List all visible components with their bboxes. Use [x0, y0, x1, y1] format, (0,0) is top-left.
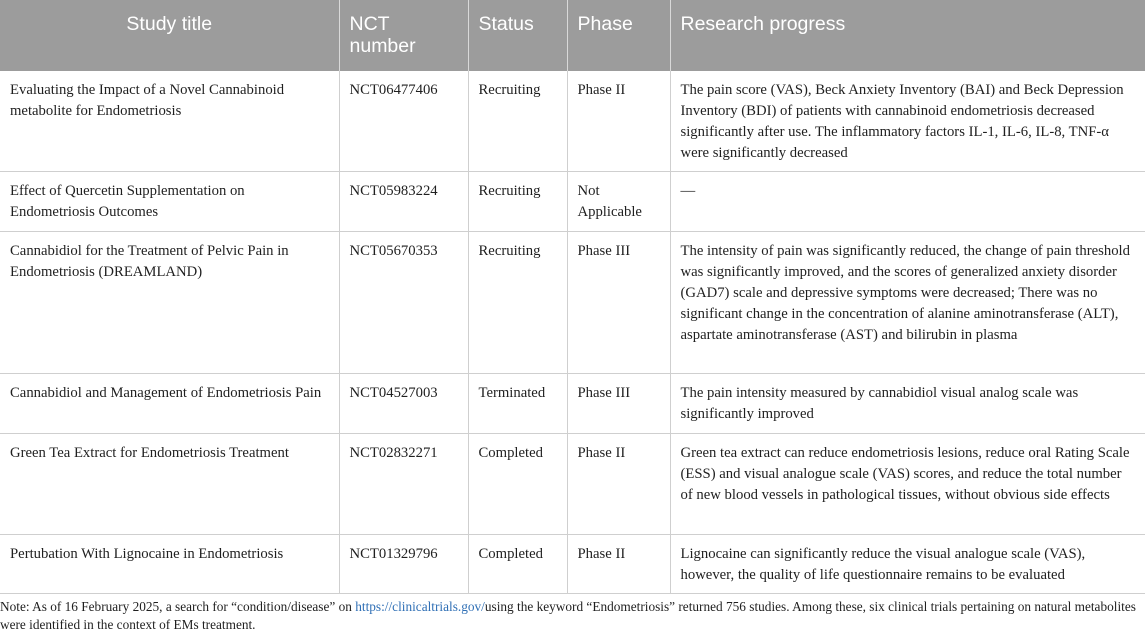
cell-phase: Phase II	[567, 71, 670, 171]
table-row	[0, 433, 1145, 534]
footnote-text-before: Note: As of 16 February 2025, a search for “condition/disease” on	[0, 599, 356, 614]
cell-phase: Phase II	[567, 433, 670, 534]
cell-phase: Phase II	[567, 534, 670, 593]
cell-research-progress: Lignocaine can significantly reduce the visual analogue scale (VAS), however, the quality of life questionnaire remains to be evaluated	[670, 534, 1145, 593]
cell-study-title: Effect of Quercetin Supplementation on Endometriosis Outcomes	[0, 171, 339, 231]
cell-study-title: Evaluating the Impact of a Novel Cannabinoid metabolite for Endometriosis	[0, 71, 339, 171]
cell-nct-number: NCT04527003	[339, 373, 468, 433]
cell-nct-number: NCT05670353	[339, 231, 468, 373]
cell-study-title: Green Tea Extract for Endometriosis Treatment	[0, 433, 339, 534]
cell-research-progress: —	[670, 171, 1145, 231]
cell-nct-number: NCT01329796	[339, 534, 468, 593]
cell-status: Completed	[468, 433, 567, 534]
cell-status: Recruiting	[468, 171, 567, 231]
cell-phase: Phase III	[567, 373, 670, 433]
cell-status: Terminated	[468, 373, 567, 433]
table-row	[0, 171, 1145, 231]
cell-study-title: Cannabidiol for the Treatment of Pelvic Pain in Endometriosis (DREAMLAND)	[0, 231, 339, 373]
table-row	[0, 373, 1145, 433]
cell-status: Recruiting	[468, 231, 567, 373]
footnote-text-after: using the keyword “Endometriosis” returned 756 studies. Among these, six clinical trials pertaining on natural metabolites were identified in the context of EMs treatment.	[0, 599, 1136, 632]
header-phase: Phase	[567, 0, 670, 71]
clinicaltrials-link[interactable]: https://clinicaltrials.gov/	[355, 599, 485, 614]
header-study-title: Study title	[0, 0, 339, 71]
cell-phase: Not Applicable	[567, 171, 670, 231]
cell-nct-number: NCT06477406	[339, 71, 468, 171]
table-row	[0, 231, 1145, 373]
table-footnote	[0, 598, 1140, 633]
header-nct-number: NCT number	[339, 0, 468, 71]
table-header-row	[0, 0, 1145, 71]
cell-nct-number: NCT05983224	[339, 171, 468, 231]
cell-research-progress: The pain intensity measured by cannabidiol visual analog scale was significantly improved	[670, 373, 1145, 433]
cell-research-progress: The pain score (VAS), Beck Anxiety Inventory (BAI) and Beck Depression Inventory (BDI) of patients with cannabinoid endometriosis decreased significantly after use. The inflammatory factors IL-1, IL-6, IL-8, TNF-α were significantly decreased	[670, 71, 1145, 171]
cell-status: Recruiting	[468, 71, 567, 171]
header-status: Status	[468, 0, 567, 71]
table-row	[0, 71, 1145, 171]
table-row	[0, 534, 1145, 593]
cell-nct-number: NCT02832271	[339, 433, 468, 534]
header-research-progress: Research progress	[670, 0, 1145, 71]
cell-study-title: Cannabidiol and Management of Endometriosis Pain	[0, 373, 339, 433]
cell-research-progress: Green tea extract can reduce endometriosis lesions, reduce oral Rating Scale (ESS) and visual analogue scale (VAS) scores, and reduce the total number of new blood vessels in pathological tissues, without obvious side effects	[670, 433, 1145, 534]
cell-phase: Phase III	[567, 231, 670, 373]
cell-research-progress: The intensity of pain was significantly reduced, the change of pain threshold was significantly improved, and the scores of generalized anxiety disorder (GAD7) scale and depressive symptoms were decreased; There was no significant change in the concentration of alanine aminotransferase (ALT), aspartate aminotransferase (AST) and bilirubin in plasma	[670, 231, 1145, 373]
cell-study-title: Pertubation With Lignocaine in Endometriosis	[0, 534, 339, 593]
cell-status: Completed	[468, 534, 567, 593]
